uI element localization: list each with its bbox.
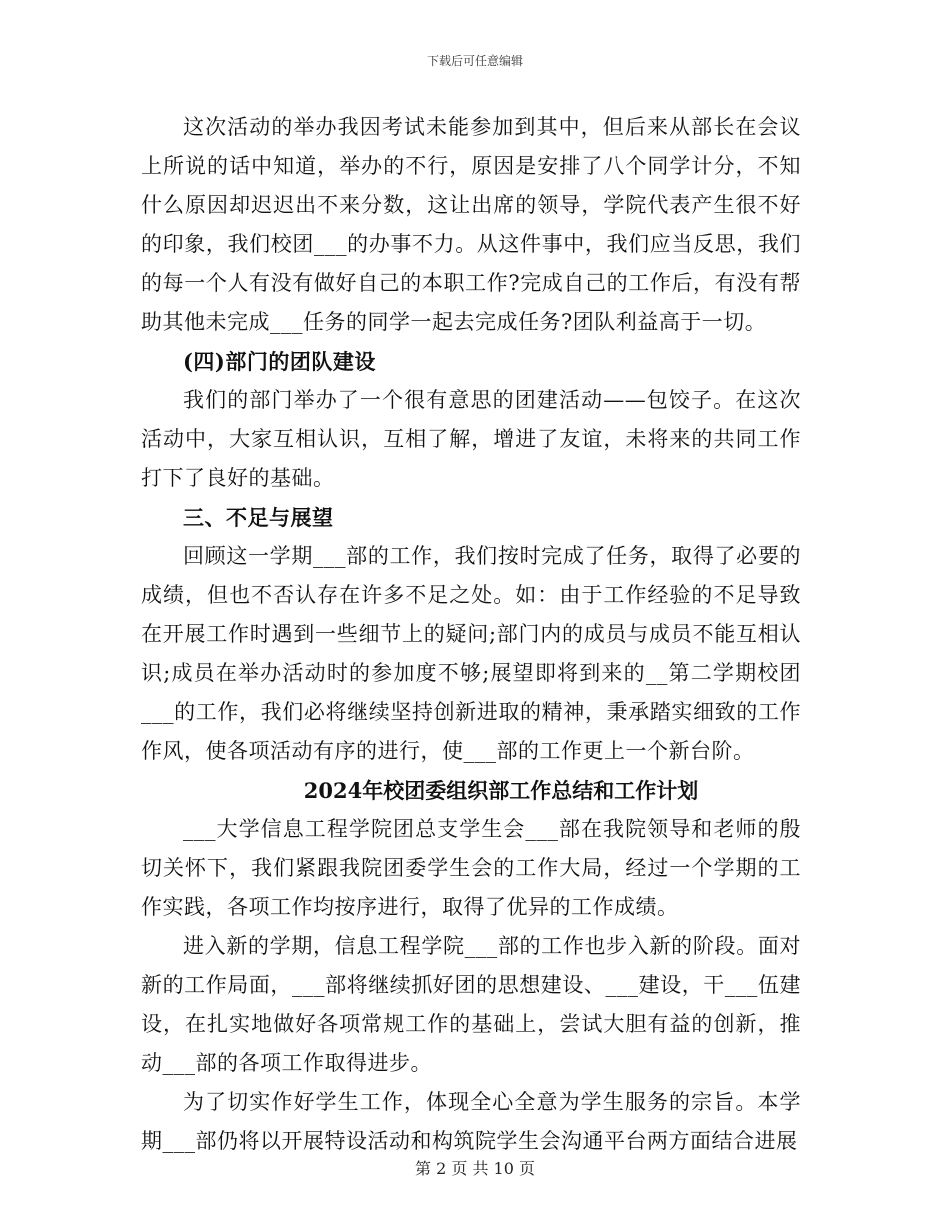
paragraph-team-building: 我们的部门举办了一个很有意思的团建活动——包饺子。在这次活动中，大家互相认识，互相了解，增进了友谊，未将来的共同工作打下了良好的基础。	[141, 388, 801, 490]
paragraph-shortcomings: 回顾这一学期___部的工作，我们按时完成了任务，取得了必要的成绩，但也不否认存在许多不足之处。如：由于工作经验的不足导致在开展工作时遇到一些细节上的疑问;部门内的成员与成员不能互相认识;成员在举办活动时的参加度不够;展望即将到来的__第二学期校团___的工作，我们必将继续坚持创新进取的精神，秉承踏实细致的工作作风，使各项活动有序的进行，使___部的工作更上一个新台阶。	[141, 544, 801, 763]
section-heading-shortcomings: 三、不足与展望	[183, 505, 334, 530]
section-heading-team-building: (四)部门的团队建设	[183, 349, 376, 374]
paragraph-service-goal: 为了切实作好学生工作，体现全心全意为学生服务的宗旨。本学期___部仍将以开展特设活动和构筑院学生会沟通平台两方面结合进展	[141, 1090, 801, 1153]
paragraph-new-semester: 进入新的学期，信息工程学院___部的工作也步入新的阶段。面对新的工作局面，___部将继续抓好团的思想建设、___建设，干___伍建设，在扎实地做好各项常规工作的基础上，尝试大胆有益的创新，推动___部的各项工作取得进步。	[141, 934, 801, 1075]
document-title: 2024年校团委组织部工作总结和工作计划	[303, 778, 699, 803]
page-number: 第 2 页 共 10 页	[415, 1159, 535, 1178]
paragraph-activity-reflection: 这次活动的举办我因考试未能参加到其中，但后来从部长在会议上所说的话中知道，举办的不行，原因是安排了八个同学计分，不知什么原因却迟迟出不来分数，这让出席的领导，学院代表产生很不好的印象，我们校团___的办事不力。从这件事中，我们应当反思，我们的每一个人有没有做好自己的本职工作?完成自己的工作后，有没有帮助其他未完成___任务的同学一起去完成任务?团队利益高于一切。	[141, 115, 801, 334]
page-header: 下载后可任意编辑	[426, 54, 523, 68]
document-body	[141, 108, 801, 1161]
paragraph-intro: ___大学信息工程学院团总支学生会___部在我院领导和老师的殷切关怀下，我们紧跟我院团委学生会的工作大局，经过一个学期的工作实践，各项工作均按序进行，取得了优异的工作成绩。	[141, 817, 801, 919]
